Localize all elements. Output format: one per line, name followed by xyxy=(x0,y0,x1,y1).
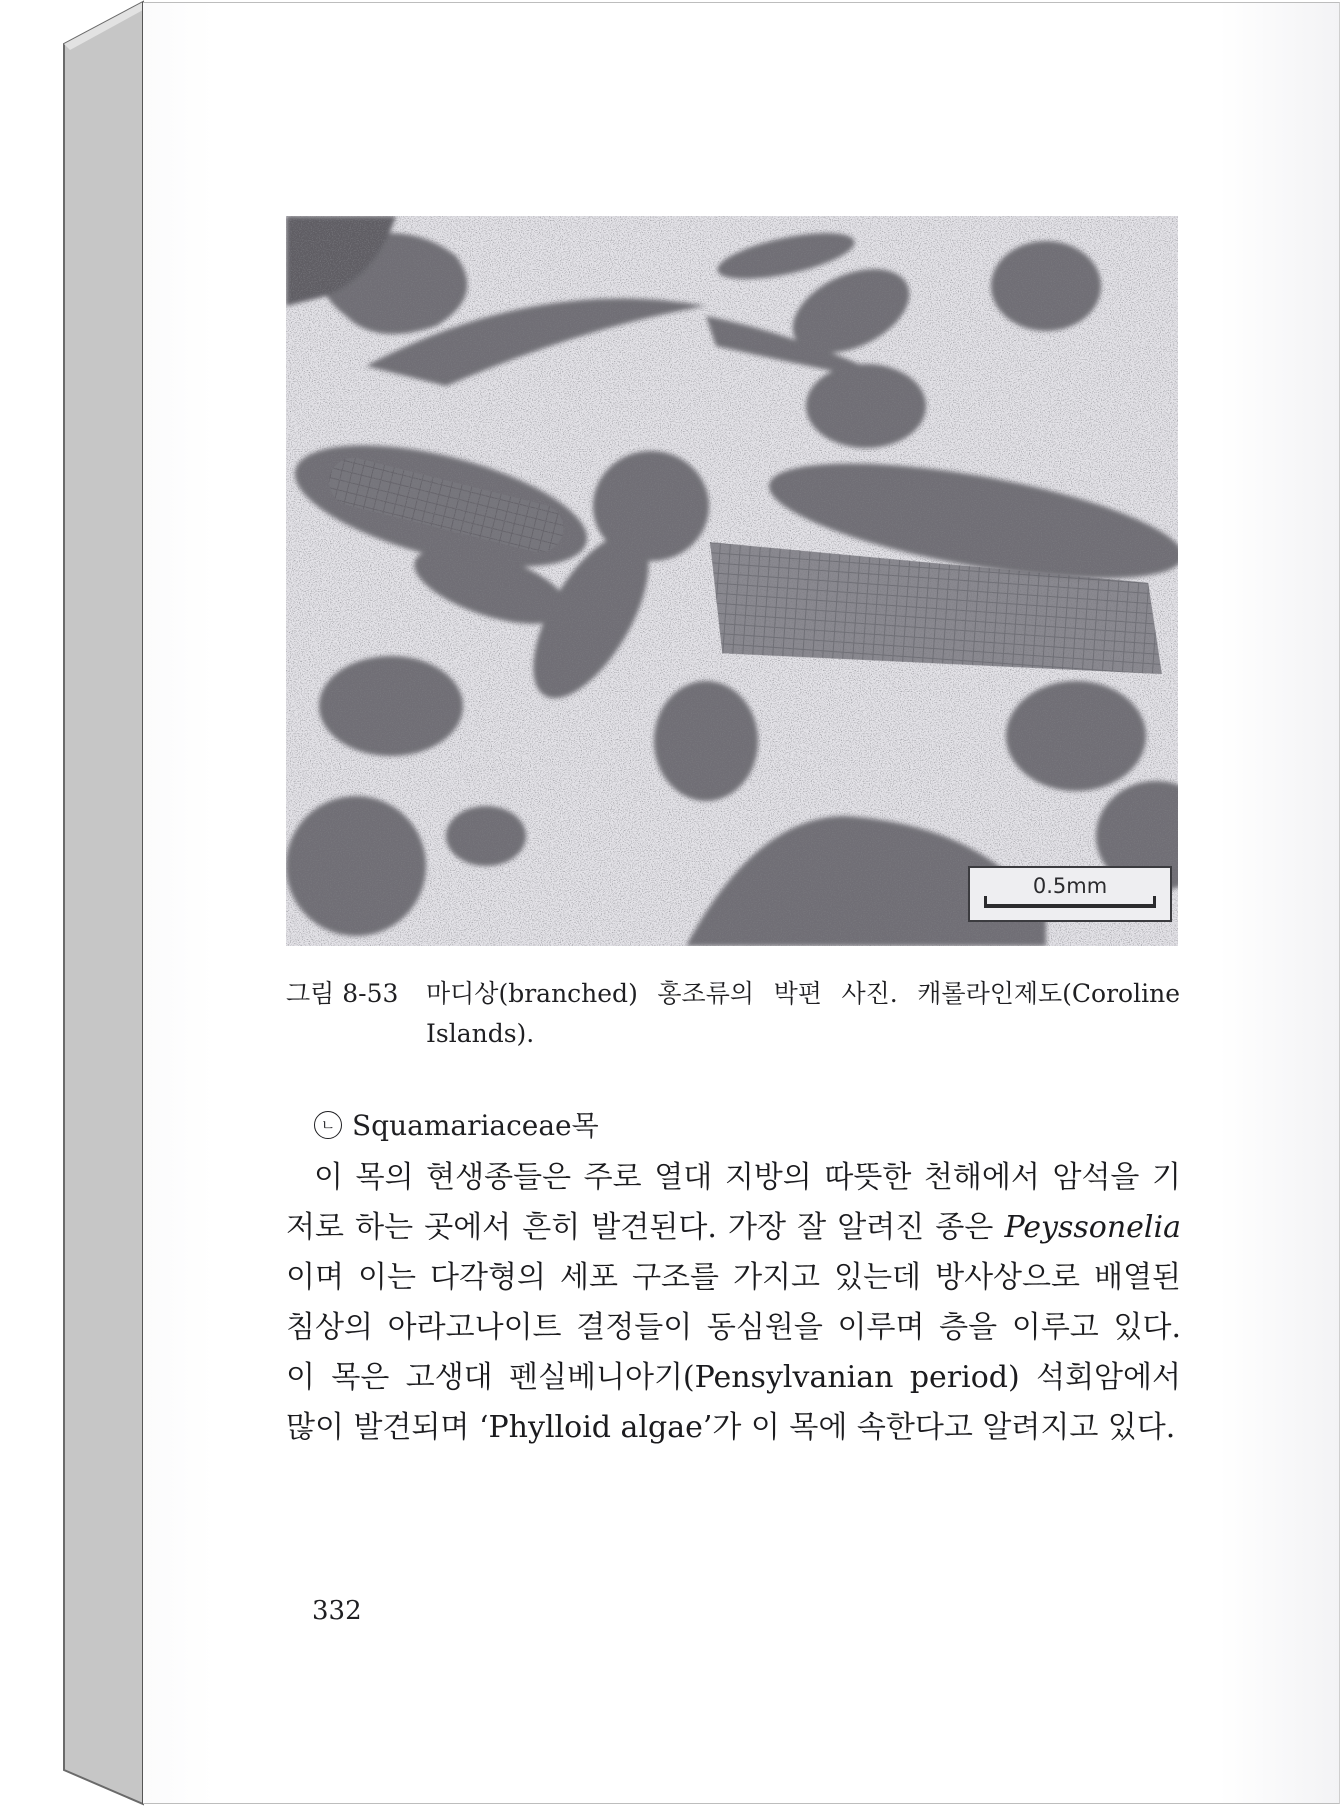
figure-caption xyxy=(286,974,1180,1054)
body-paragraph xyxy=(286,1153,1181,1453)
section-title: Squamariaceae목 xyxy=(352,1109,599,1142)
scale-bar-line xyxy=(984,904,1156,908)
section-heading xyxy=(314,1104,599,1148)
figure-label: 그림 8-53 xyxy=(286,979,399,1008)
genus-name: Peyssonelia xyxy=(1004,1210,1181,1245)
page-number: 332 xyxy=(312,1596,362,1626)
section-marker: ㄴ xyxy=(314,1111,342,1139)
scale-bar-label: 0.5mm xyxy=(1032,874,1108,898)
scale-bar xyxy=(968,866,1172,922)
body-text-part1: 이 목의 현생종들은 주로 열대 지방의 따뜻한 천해에서 암석을 기저로 하는 곳에서 흔히 발견된다. 가장 잘 알려진 종은 xyxy=(286,1160,1181,1245)
thin-section-image xyxy=(286,216,1178,946)
figure-caption-text: 마디상(branched) 홍조류의 박편 사진. 캐롤라인제도(Coroline Islands). xyxy=(426,979,1180,1048)
body-text-part2: 이며 이는 다각형의 세포 구조를 가지고 있는데 방사상으로 배열된 침상의 아라고나이트 결정들이 동심원을 이루며 층을 이루고 있다. 이 목은 고생대 펜실베니아기(Pensylvanian period) 석회암에서 많이 발견되며 ‘Phylloid algae’가 이 목에 속한다고 알려지고 있다. xyxy=(286,1260,1181,1445)
thin-section-photo xyxy=(286,216,1178,946)
